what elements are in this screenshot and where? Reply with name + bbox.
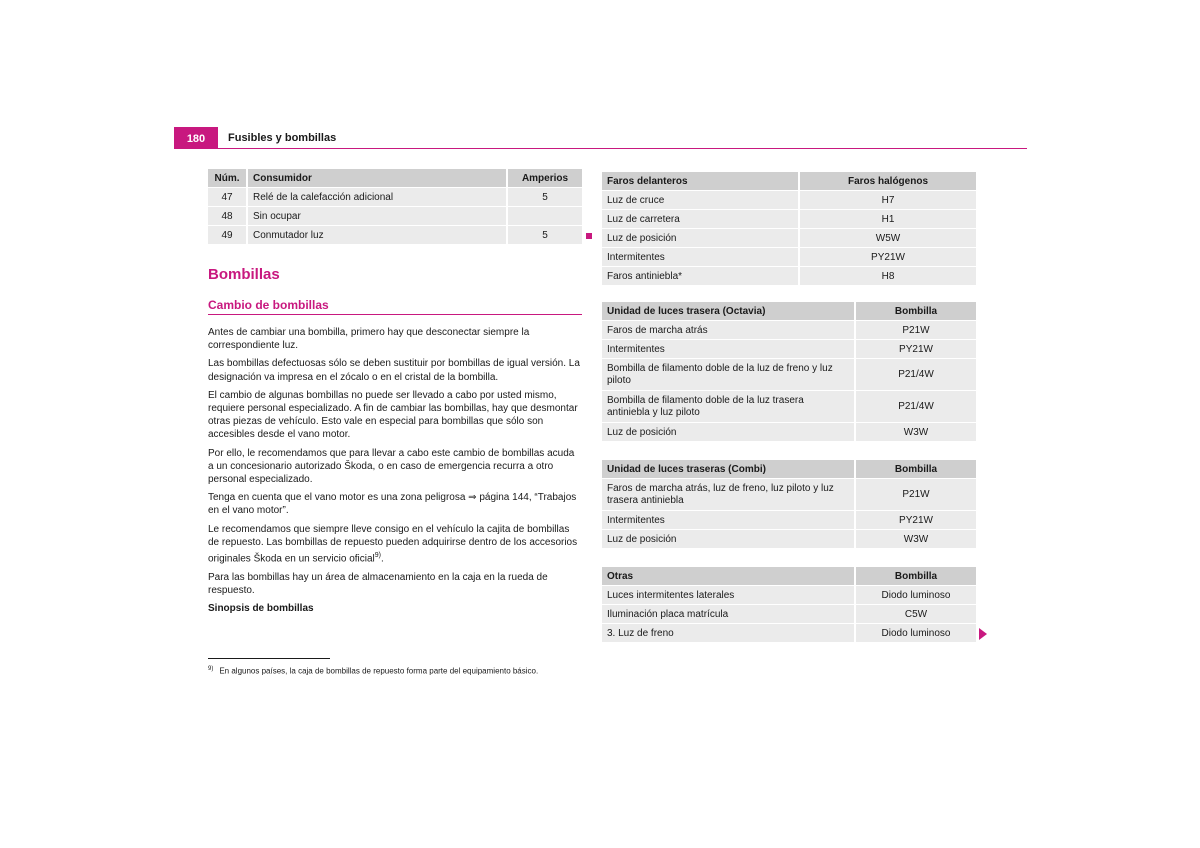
- table-cell: Intermitentes: [602, 511, 854, 529]
- column-header: Bombilla: [856, 567, 976, 585]
- subsection-heading: Cambio de bombillas: [208, 298, 582, 315]
- column-header: Otras: [602, 567, 854, 585]
- table-row: [602, 229, 976, 247]
- paragraph: Antes de cambiar una bombilla, primero hay que desconectar siempre la correspondiente luz.: [208, 327, 530, 352]
- footnote-divider: [208, 658, 330, 659]
- table-cell: Luces intermitentes laterales: [602, 586, 854, 604]
- table-cell: 47: [208, 188, 246, 206]
- table-cell: H8: [800, 267, 976, 285]
- rear-combi-table: [600, 459, 978, 549]
- table-cell: W5W: [800, 229, 976, 247]
- table-cell: Relé de la calefacción adicional: [248, 188, 506, 206]
- table-row: [602, 340, 976, 358]
- table-cell: Luz de carretera: [602, 210, 798, 228]
- fuse-table: [206, 168, 584, 245]
- table-cell: Faros antiniebla*: [602, 267, 798, 285]
- table-cell: Faros de marcha atrás: [602, 321, 854, 339]
- table-cell: Bombilla de filamento doble de la luz trasera antiniebla y luz piloto: [602, 391, 854, 422]
- table-cell: Luz de posición: [602, 229, 798, 247]
- table-cell: PY21W: [856, 340, 976, 358]
- table-row: [602, 530, 976, 548]
- table-cell: P21W: [856, 321, 976, 339]
- table-cell: P21/4W: [856, 391, 976, 422]
- section-heading: Bombillas: [208, 266, 280, 283]
- footnote: [208, 666, 538, 676]
- table-row: [602, 248, 976, 266]
- table-row: [602, 391, 976, 422]
- table-cell: Luz de posición: [602, 530, 854, 548]
- table-row: [602, 605, 976, 623]
- table-cell: 3. Luz de freno: [602, 624, 854, 642]
- page-header: [174, 127, 1027, 149]
- column-header: Faros halógenos: [800, 172, 976, 190]
- table-cell: P21/4W: [856, 359, 976, 390]
- paragraph: Las bombillas defectuosas sólo se deben sustituir por bombillas de igual versión. La designación va impresa en el zócalo o en el cristal de la bombilla.: [208, 358, 580, 383]
- paragraph: Tenga en cuenta que el vano motor es una zona peligrosa ⇒ página 144, “Trabajos en el vano motor”.: [208, 492, 577, 517]
- column-header: Unidad de luces traseras (Combi): [602, 460, 854, 478]
- table-row: [602, 624, 976, 642]
- table-cell: 48: [208, 207, 246, 225]
- table-cell: Intermitentes: [602, 248, 798, 266]
- table-row: [208, 226, 582, 244]
- continue-arrow-icon[interactable]: [979, 628, 987, 640]
- table-cell: Conmutador luz: [248, 226, 506, 244]
- table-cell: Luz de posición: [602, 423, 854, 441]
- column-header: Consumidor: [248, 169, 506, 187]
- footnote-reference[interactable]: 9): [374, 552, 381, 560]
- column-header: Unidad de luces trasera (Octavia): [602, 302, 854, 320]
- column-header: Bombilla: [856, 302, 976, 320]
- table-cell: C5W: [856, 605, 976, 623]
- table-header-row: [602, 172, 976, 190]
- table-cell: H7: [800, 191, 976, 209]
- table-cell: PY21W: [856, 511, 976, 529]
- table-cell: H1: [800, 210, 976, 228]
- paragraph: Para las bombillas hay un área de almacenamiento en la caja en la rueda de respuesto.: [208, 571, 548, 596]
- section-end-marker: [586, 233, 592, 239]
- paragraph: Le recomendamos que siempre lleve consigo en el vehículo la cajita de bombillas de repuesto. Las bombillas de repuesto pueden adquirirse dentro de los accesorios originales Škoda en un servicio oficial$^{9)}$.: [208, 523, 578, 565]
- table-row: [602, 586, 976, 604]
- rear-octavia-table: [600, 301, 978, 442]
- table-row: [602, 359, 976, 390]
- table-header-row: [208, 169, 582, 187]
- synopsis-heading: Sinopsis de bombillas: [208, 602, 314, 614]
- table-cell: Luz de cruce: [602, 191, 798, 209]
- table-cell: W3W: [856, 423, 976, 441]
- table-cell: Iluminación placa matrícula: [602, 605, 854, 623]
- table-row: [602, 511, 976, 529]
- table-cell: P21W: [856, 479, 976, 510]
- table-header-row: [602, 567, 976, 585]
- table-header-row: [602, 302, 976, 320]
- footnote-marker: 9): [208, 666, 214, 672]
- column-header: Núm.: [208, 169, 246, 187]
- paragraph: El cambio de algunas bombillas no puede ser llevado a cabo por usted mismo, requiere personal especializado. A fin de cambiar las bombillas, hay que desmontar otras piezas de vehículo. Esto vale en especial para bombillas que sólo son accesibles desde el vano motor.: [208, 389, 578, 441]
- table-cell: 5: [508, 226, 582, 244]
- table-row: [602, 210, 976, 228]
- table-cell: Diodo luminoso: [856, 586, 976, 604]
- table-cell: PY21W: [800, 248, 976, 266]
- table-cell: 49: [208, 226, 246, 244]
- table-cell: Bombilla de filamento doble de la luz de freno y luz piloto: [602, 359, 854, 390]
- column-header: Faros delanteros: [602, 172, 798, 190]
- paragraph: Por ello, le recomendamos que para llevar a cabo este cambio de bombillas acuda a un concesionario autorizado Škoda, o en caso de emergencia recurra a otro personal especializado.: [208, 447, 575, 486]
- table-cell: [508, 207, 582, 225]
- table-cell: Sin ocupar: [248, 207, 506, 225]
- table-cell: 5: [508, 188, 582, 206]
- table-row: [208, 207, 582, 225]
- page-number: 180: [174, 127, 218, 149]
- column-header: Amperios: [508, 169, 582, 187]
- table-row: [602, 423, 976, 441]
- footnote-text: En algunos países, la caja de bombillas de repuesto forma parte del equipamiento básico.: [219, 666, 539, 676]
- table-row: [208, 188, 582, 206]
- table-cell: Intermitentes: [602, 340, 854, 358]
- table-row: [602, 479, 976, 510]
- body-text: [208, 326, 582, 620]
- column-header: Bombilla: [856, 460, 976, 478]
- table-row: [602, 267, 976, 285]
- front-lights-table: [600, 171, 978, 286]
- table-cell: W3W: [856, 530, 976, 548]
- other-bulbs-table: [600, 566, 978, 643]
- table-cell: Faros de marcha atrás, luz de freno, luz piloto y luz trasera antiniebla: [602, 479, 854, 510]
- table-header-row: [602, 460, 976, 478]
- table-row: [602, 321, 976, 339]
- table-row: [602, 191, 976, 209]
- paragraph-text: Le recomendamos que siempre lleve consigo en el vehículo la cajita de bombillas de repuesto. Las bombillas de repuesto pueden adquirirse dentro de los accesorios originales Škoda en un servicio oficial: [208, 523, 578, 565]
- running-title: Fusibles y bombillas: [228, 132, 337, 144]
- table-cell: Diodo luminoso: [856, 624, 976, 642]
